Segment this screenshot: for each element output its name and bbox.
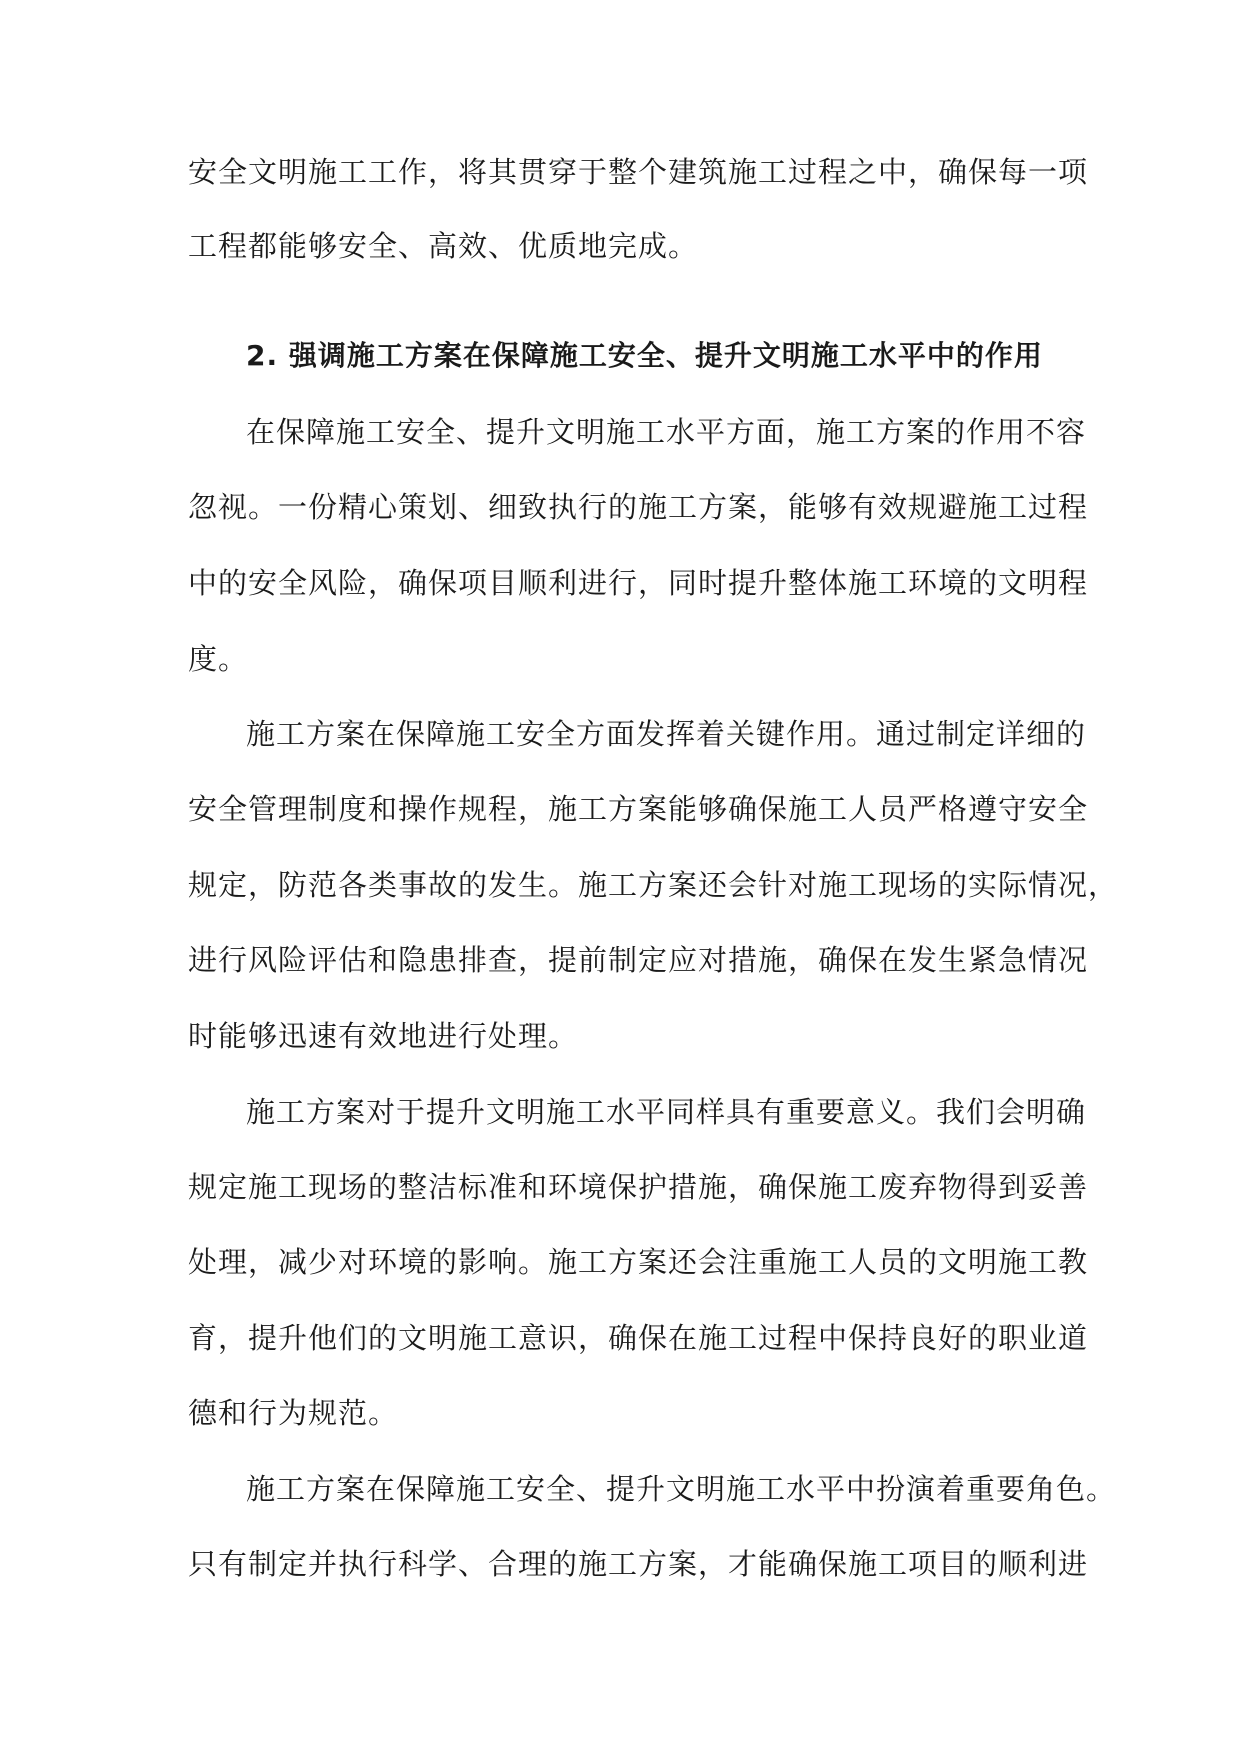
text-line: 施工方案在保障施工安全方面发挥着关键作用。通过制定详细的 <box>246 717 1087 751</box>
text-line: 育，提升他们的文明施工意识，确保在施工过程中保持良好的职业道 <box>188 1321 1089 1355</box>
text-line: 规定，防范各类事故的发生。施工方案还会针对施工现场的实际情况， <box>188 868 1119 902</box>
text-line: 忽视。一份精心策划、细致执行的施工方案，能够有效规避施工过程 <box>188 490 1089 524</box>
text-line: 德和行为规范。 <box>188 1396 399 1430</box>
text-line: 施工方案对于提升文明施工水平同样具有重要意义。我们会明确 <box>246 1095 1087 1129</box>
text-line: 只有制定并执行科学、合理的施工方案，才能确保施工项目的顺利进 <box>188 1547 1089 1581</box>
text-line: 时能够迅速有效地进行处理。 <box>188 1019 579 1053</box>
text-line: 安全文明施工工作，将其贯穿于整个建筑施工过程之中，确保每一项 <box>188 155 1089 189</box>
text-line: 在保障施工安全、提升文明施工水平方面，施工方案的作用不容 <box>246 415 1087 449</box>
text-line: 中的安全风险，确保项目顺利进行，同时提升整体施工环境的文明程 <box>188 566 1089 600</box>
text-line: 处理，减少对环境的影响。施工方案还会注重施工人员的文明施工教 <box>188 1245 1089 1279</box>
text-line: 安全管理制度和操作规程，施工方案能够确保施工人员严格遵守安全 <box>188 792 1089 826</box>
text-line: 度。 <box>188 642 249 676</box>
text-line: 工程都能够安全、高效、优质地完成。 <box>188 229 699 263</box>
section-heading: 2. 强调施工方案在保障施工安全、提升文明施工水平中的作用 <box>246 339 1043 372</box>
text-line: 进行风险评估和隐患排查，提前制定应对措施，确保在发生紧急情况 <box>188 943 1089 977</box>
text-line: 规定施工现场的整洁标准和环境保护措施，确保施工废弃物得到妥善 <box>188 1170 1089 1204</box>
text-line: 施工方案在保障施工安全、提升文明施工水平中扮演着重要角色。 <box>246 1472 1117 1506</box>
